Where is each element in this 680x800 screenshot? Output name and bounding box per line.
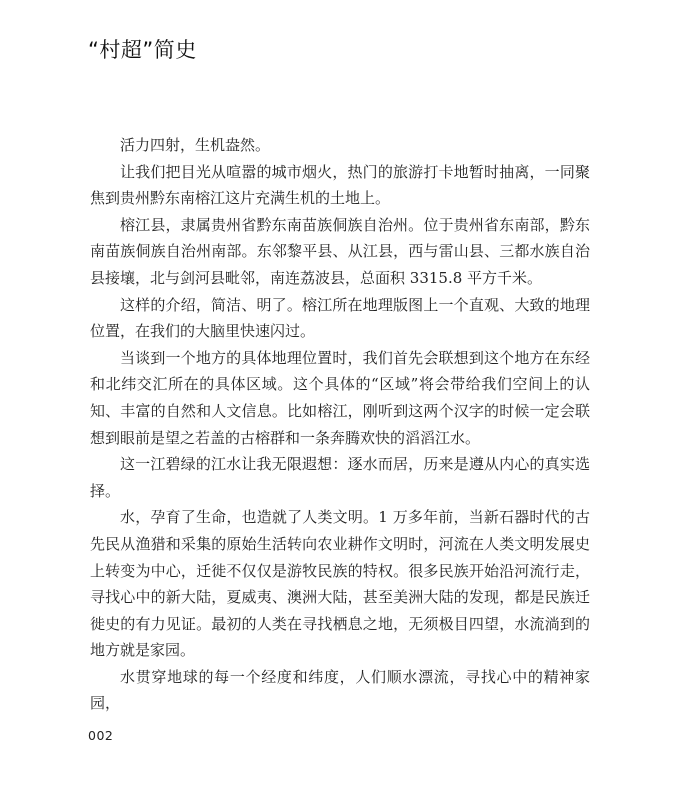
paragraph: 这样的介绍，简洁、明了。榕江所在地理版图上一个直观、大致的地理位置，在我们的大脑里快速闪过。 [90, 295, 590, 341]
paragraph: 水，孕育了生命，也造就了人类文明。1 万多年前，当新石器时代的古先民从渔猎和采集的原始生活转向农业耕作文明时，河流在人类文明发展史上转变为中心，迁徙不仅仅是游牧民族的特权。很多民族开始沿河流行走，寻找心中的新大陆，夏威夷、澳洲大陆，甚至美洲大陆的发现，都是民族迁徙史的有力见证。最初的人类在寻找栖息之地，无须极目四望，水流淌到的地方就是家园。 [90, 508, 590, 660]
paragraph: 当谈到一个地方的具体地理位置时，我们首先会联想到这个地方在东经和北纬交汇所在的具体区域。这个具体的“区域”将会带给我们空间上的认知、丰富的自然和人文信息。比如榕江，刚听到这两个汉字的时候一定会联想到眼前是望之若盖的古榕群和一条奔腾欢快的滔滔江水。 [90, 348, 590, 447]
body-text [90, 132, 590, 717]
paragraph: 让我们把目光从喧嚣的城市烟火，热门的旅游打卡地暂时抽离，一同聚焦到贵州黔东南榕江这片充满生机的土地上。 [90, 162, 590, 208]
page-number: 002 [88, 728, 114, 743]
chapter-title: “村超”简史 [88, 38, 197, 62]
paragraph: 榕江县，隶属贵州省黔东南苗族侗族自治州。位于贵州省东南部，黔东南苗族侗族自治州南部。东邻黎平县、从江县，西与雷山县、三都水族自治县接壤，北与剑河县毗邻，南连荔波县，总面积 3315.8 平方千米。 [90, 215, 590, 287]
paragraph: 这一江碧绿的江水让我无限遐想：逐水而居，历来是遵从内心的真实选择。 [90, 455, 590, 500]
paragraph: 水贯穿地球的每一个经度和纬度，人们顺水漂流，寻找心中的精神家园， [90, 667, 590, 713]
paragraph: 活力四射，生机盎然。 [120, 136, 271, 154]
